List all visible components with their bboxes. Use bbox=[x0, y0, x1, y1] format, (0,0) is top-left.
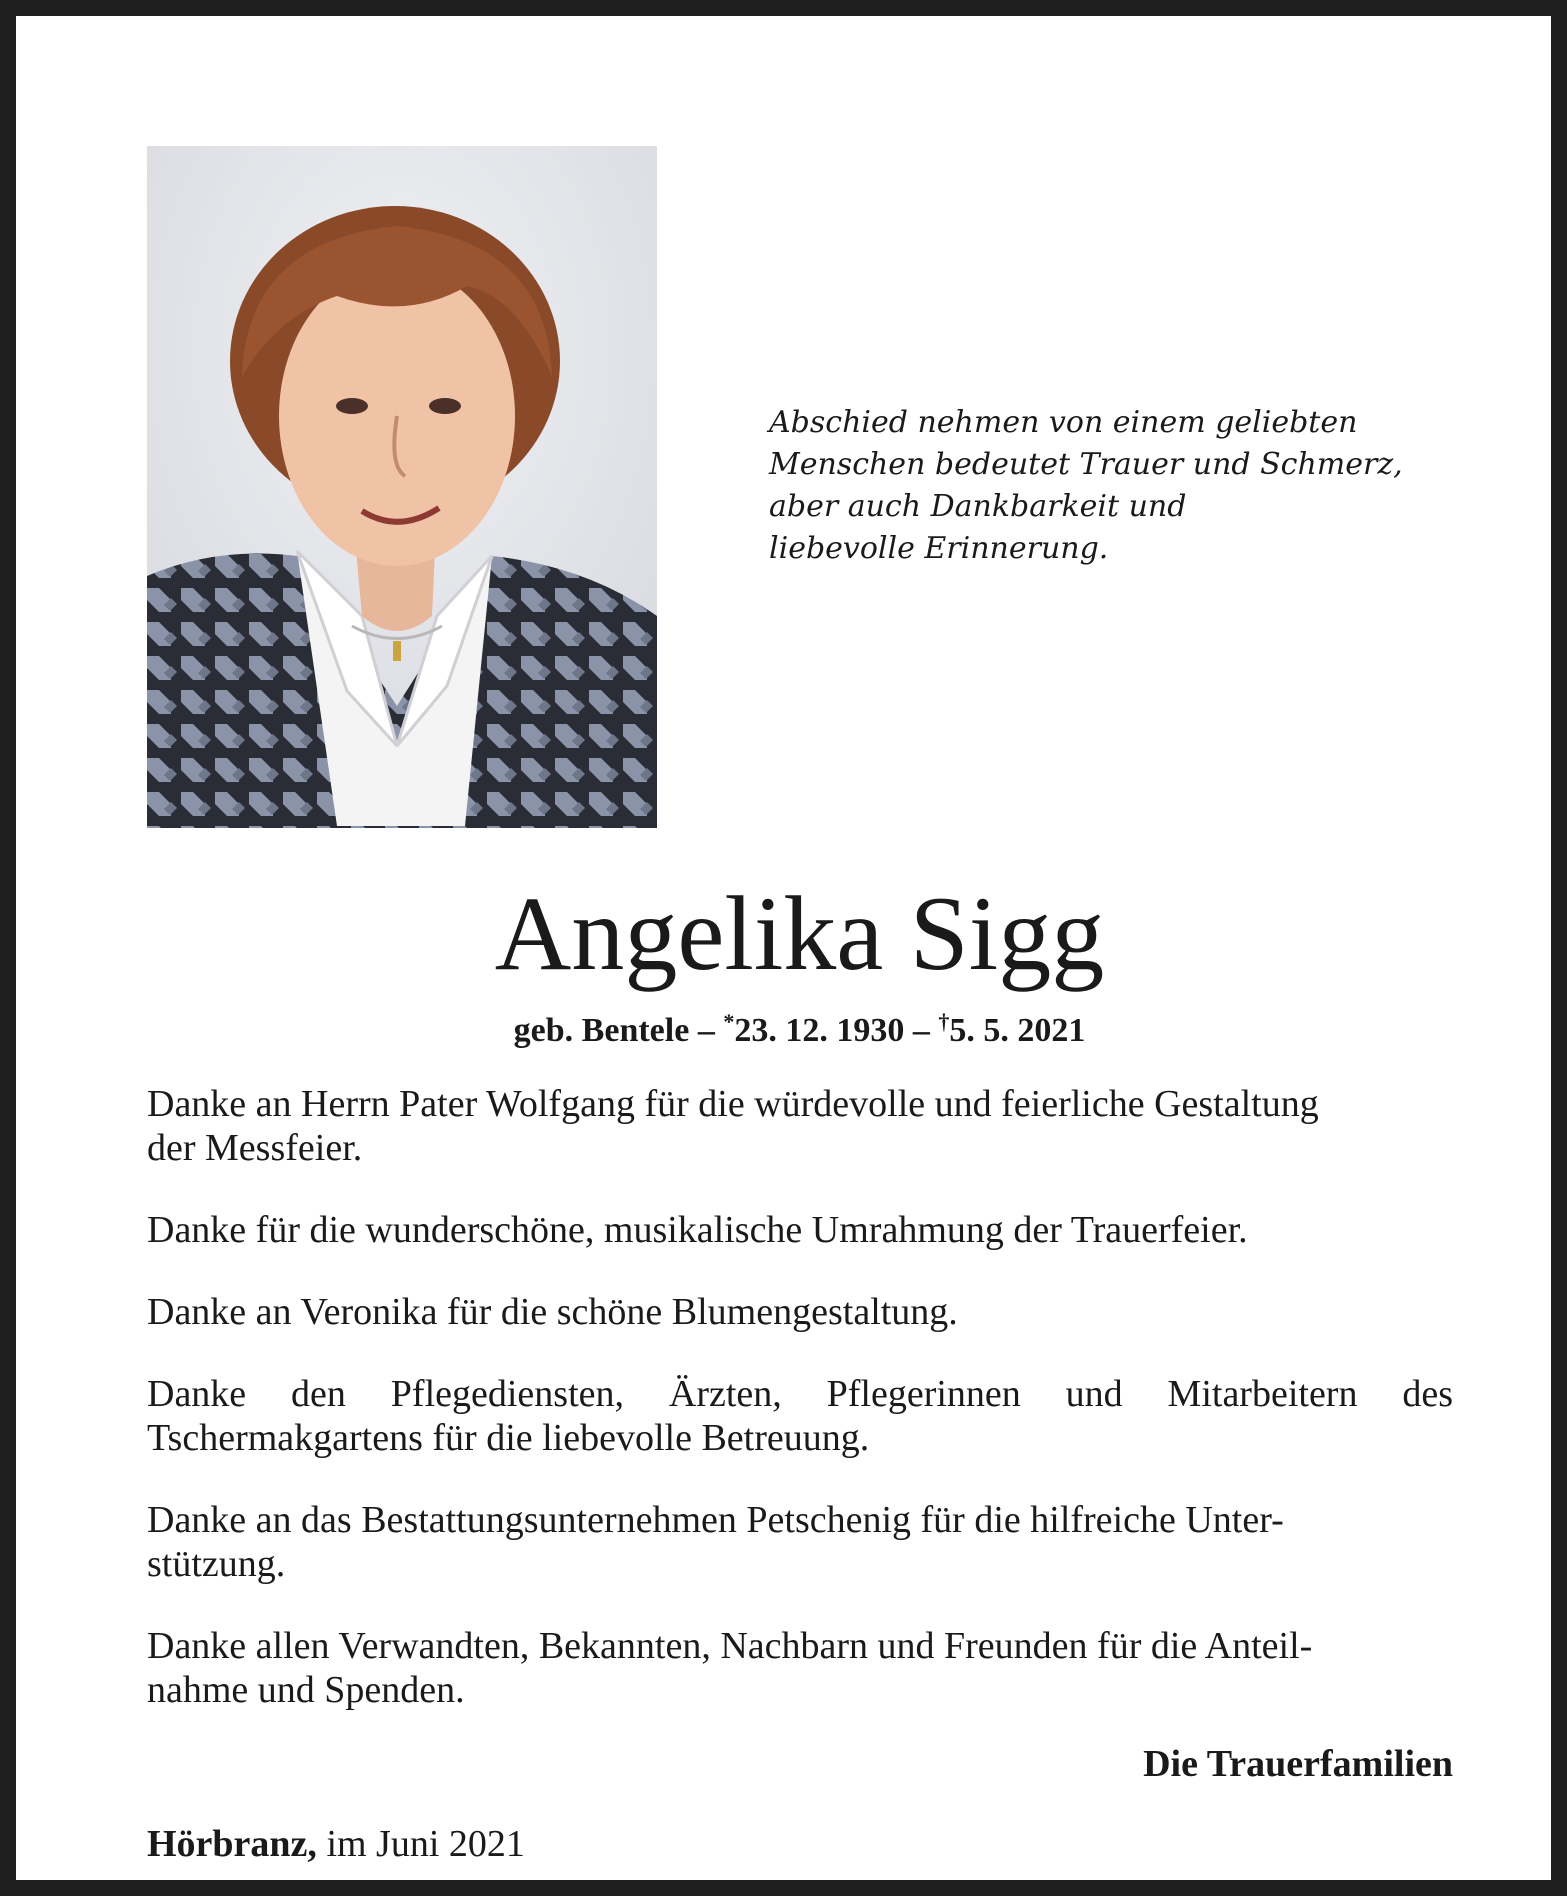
life-dates bbox=[16, 1000, 1567, 1053]
thanks-line: Danke an Herrn Pater Wolfgang für die würdevolle und feierliche Gestaltung bbox=[147, 1083, 1319, 1125]
thanks-line: Tschermakgartens für die liebevolle Betreuung. bbox=[147, 1417, 870, 1459]
thanks-line: Danke allen Verwandten, Bekannten, Nachbarn und Freunden für die Anteil- bbox=[147, 1625, 1313, 1667]
thanks-line: nahme und Spenden. bbox=[147, 1669, 465, 1711]
thanks-line: Danke für die wunderschöne, musikalische Umrahmung der Trauerfeier. bbox=[147, 1209, 1248, 1251]
signature-families: Die Trauerfamilien bbox=[1143, 1743, 1453, 1785]
thanks-paragraph bbox=[147, 1624, 1453, 1712]
place-and-date bbox=[147, 1822, 1047, 1866]
thanks-section bbox=[147, 1082, 1453, 1750]
death-date: 5. 5. 2021 bbox=[949, 1012, 1086, 1049]
date-separator: – bbox=[697, 1012, 715, 1049]
birth-name: geb. Bentele bbox=[513, 1012, 690, 1049]
birth-date: 23. 12. 1930 bbox=[734, 1012, 905, 1049]
thanks-line: Danke den Pflegediensten, Ärzten, Pflegerinnen und Mitarbeitern des bbox=[147, 1373, 1453, 1415]
portrait-photo bbox=[147, 146, 657, 828]
quote-line: liebevolle Erinnerung. bbox=[769, 531, 1109, 566]
thanks-paragraph bbox=[147, 1498, 1453, 1586]
thanks-paragraph bbox=[147, 1082, 1453, 1170]
thanks-paragraph bbox=[147, 1290, 1453, 1334]
quote-line: aber auch Dankbarkeit und bbox=[769, 489, 1187, 524]
deceased-name: Angelika Sigg bbox=[494, 875, 1105, 992]
place-date: im Juni 2021 bbox=[326, 1823, 525, 1865]
birth-symbol: * bbox=[723, 1009, 735, 1034]
thanks-paragraph bbox=[147, 1372, 1453, 1460]
thanks-line: der Messfeier. bbox=[147, 1127, 363, 1169]
quote-line: Abschied nehmen von einem geliebten bbox=[769, 405, 1358, 440]
thanks-line: Danke an das Bestattungsunternehmen Petschenig für die hilfreiche Unter- bbox=[147, 1499, 1284, 1541]
date-separator: – bbox=[912, 1012, 930, 1049]
portrait-illustration bbox=[147, 146, 657, 828]
thanks-line: Danke an Veronika für die schöne Blumengestaltung. bbox=[147, 1291, 958, 1333]
thanks-paragraph bbox=[147, 1208, 1453, 1252]
place-town: Hörbranz, bbox=[147, 1823, 317, 1865]
thanks-line: stützung. bbox=[147, 1543, 286, 1585]
quote-line: Menschen bedeutet Trauer und Schmerz, bbox=[769, 447, 1403, 482]
farewell-quote bbox=[769, 402, 1469, 570]
death-symbol: † bbox=[938, 1009, 950, 1034]
